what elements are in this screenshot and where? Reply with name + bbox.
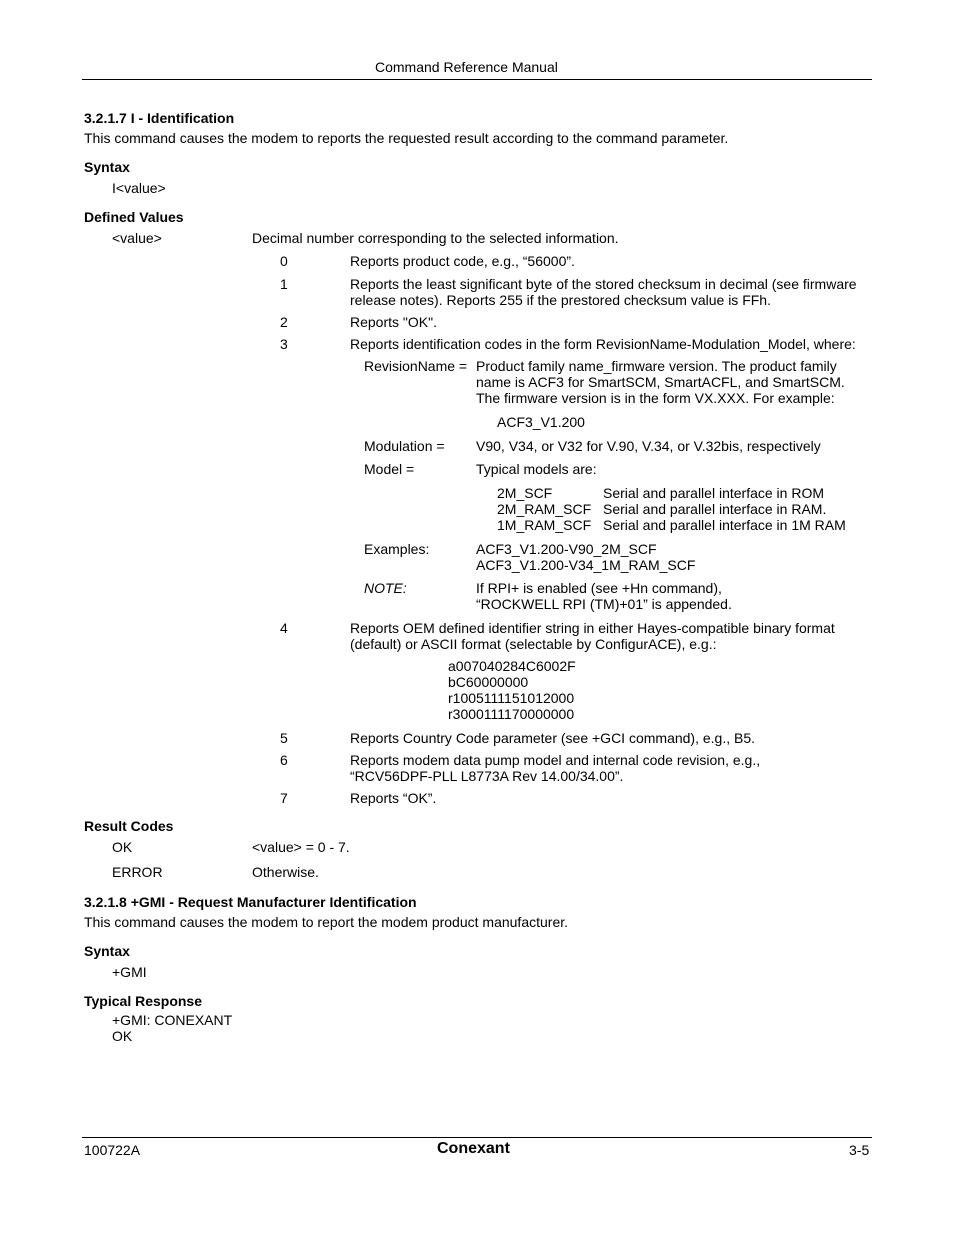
model-description: Serial and parallel interface in RAM. [603, 501, 827, 517]
syntax-value: +GMI [112, 964, 147, 980]
note-label: NOTE: [364, 580, 407, 596]
model-label: Model = [364, 461, 415, 477]
value-description: Reports identification codes in the form RevisionName-Modulation_Model, where: [350, 336, 856, 352]
result-code-description: Otherwise. [252, 864, 319, 880]
document-number: 100722A [84, 1142, 141, 1158]
oem-code: r3000111170000000 [448, 706, 575, 722]
model-name: 2M_SCF [497, 485, 553, 501]
result-code-description: <value> = 0 - 7. [252, 839, 350, 855]
response-line: +GMI: CONEXANT [112, 1012, 233, 1028]
oem-code: a007040284C6002F [448, 658, 576, 674]
defined-values-label: Defined Values [84, 209, 184, 225]
model-name: 1M_RAM_SCF [497, 517, 592, 533]
oem-code: bC60000000 [448, 674, 529, 690]
value-description: Reports modem data pump model and internal code revision, e.g., [350, 752, 761, 768]
section-intro: This command causes the modem to report the modem product manufacturer. [84, 914, 569, 930]
brand-name: Conexant [437, 1140, 510, 1157]
note-text: If RPI+ is enabled (see +Hn command), [476, 580, 722, 596]
header-title: Command Reference Manual [375, 59, 558, 75]
value-description: “RCV56DPF-PLL L8773A Rev 14.00/34.00”. [350, 768, 624, 784]
model-text: Typical models are: [476, 461, 597, 477]
result-codes-label: Result Codes [84, 818, 174, 834]
header-rule [82, 79, 872, 80]
response-line: OK [112, 1028, 133, 1044]
revision-example: ACF3_V1.200 [497, 414, 585, 430]
page-number: 3-5 [849, 1142, 870, 1158]
value-number: 4 [280, 620, 288, 636]
oem-code: r1005111151012000 [448, 690, 575, 706]
value-number: 0 [280, 253, 288, 269]
value-description: release notes). Reports 255 if the prestored checksum value is FFh. [350, 292, 771, 308]
param-name: <value> [112, 230, 162, 246]
value-description: Reports product code, e.g., “56000”. [350, 253, 575, 269]
value-description: Reports the least significant byte of the stored checksum in decimal (see firmware [350, 276, 857, 292]
value-number: 1 [280, 276, 288, 292]
result-code: OK [112, 839, 133, 855]
param-description: Decimal number corresponding to the selected information. [252, 230, 619, 246]
example-line: ACF3_V1.200-V34_1M_RAM_SCF [476, 557, 696, 573]
value-number: 6 [280, 752, 288, 768]
note-text: “ROCKWELL RPI (TM)+01” is appended. [476, 596, 732, 612]
syntax-label: Syntax [84, 943, 130, 959]
value-number: 3 [280, 336, 288, 352]
example-line: ACF3_V1.200-V90_2M_SCF [476, 541, 657, 557]
typical-response-label: Typical Response [84, 993, 203, 1009]
section-heading: 3.2.1.7 I - Identification [84, 110, 235, 126]
revision-text: The firmware version is in the form VX.XXX. For example: [476, 390, 835, 406]
value-number: 2 [280, 314, 288, 330]
revision-text: Product family name_firmware version. The product family [476, 358, 837, 374]
value-description: (default) or ASCII format (selectable by ConfigurACE), e.g.: [350, 636, 717, 652]
revision-label: RevisionName = [364, 358, 468, 374]
footer-rule [82, 1137, 872, 1138]
section-intro: This command causes the modem to reports the requested result according to the command parameter. [84, 130, 729, 146]
model-name: 2M_RAM_SCF [497, 501, 592, 517]
result-code: ERROR [112, 864, 163, 880]
value-description: Reports OEM defined identifier string in either Hayes-compatible binary format [350, 620, 835, 636]
value-number: 7 [280, 790, 288, 806]
model-description: Serial and parallel interface in 1M RAM [603, 517, 846, 533]
model-description: Serial and parallel interface in ROM [603, 485, 824, 501]
syntax-value: I<value> [112, 180, 166, 196]
value-number: 5 [280, 730, 288, 746]
examples-label: Examples: [364, 541, 430, 557]
value-description: Reports Country Code parameter (see +GCI command), e.g., B5. [350, 730, 756, 746]
modulation-label: Modulation = [364, 438, 445, 454]
syntax-label: Syntax [84, 159, 130, 175]
section-heading: 3.2.1.8 +GMI - Request Manufacturer Identification [84, 894, 417, 910]
value-description: Reports “OK”. [350, 790, 437, 806]
value-description: Reports "OK". [350, 314, 437, 330]
revision-text: name is ACF3 for SmartSCM, SmartACFL, and SmartSCM. [476, 374, 845, 390]
modulation-text: V90, V34, or V32 for V.90, V.34, or V.32bis, respectively [476, 438, 821, 454]
